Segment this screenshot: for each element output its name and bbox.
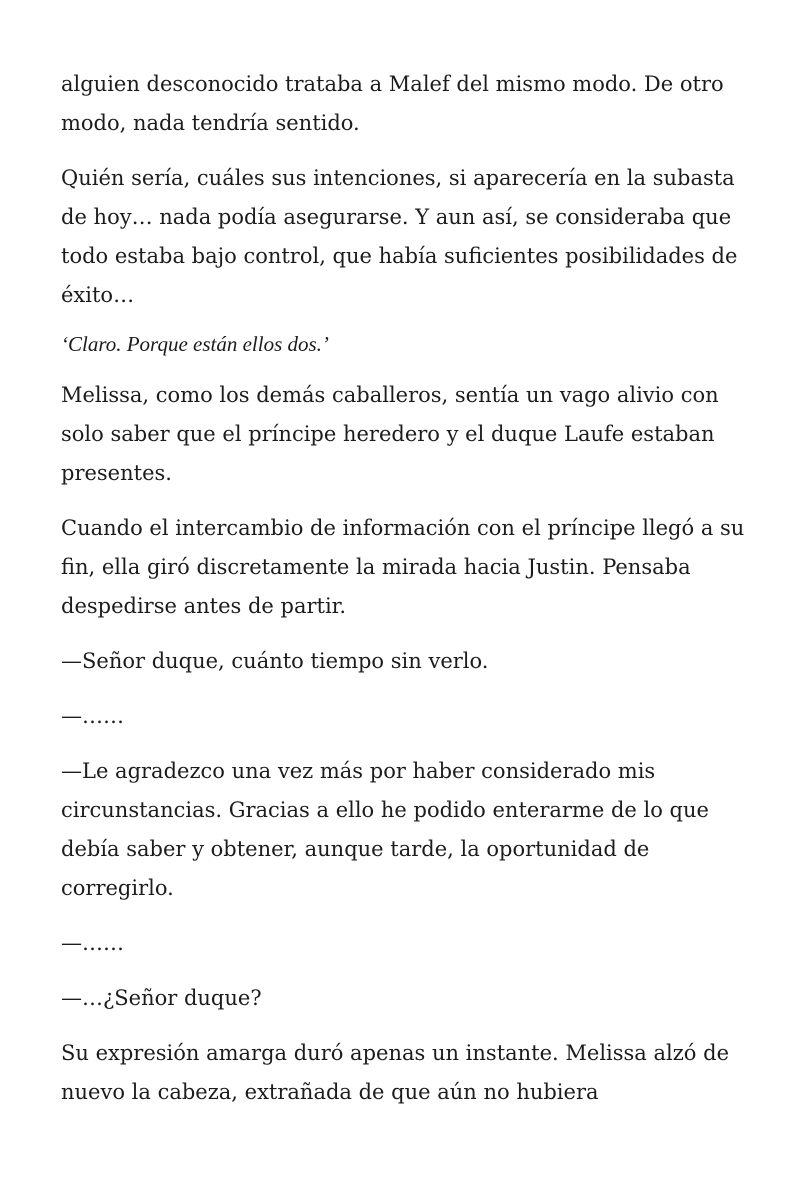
dialogue-line-5: —…¿Señor duque?	[61, 986, 262, 1010]
dialogue-line-2: —……	[61, 704, 124, 728]
dialogue-line-4: —……	[61, 931, 124, 955]
dialogue-line-3: —Le agradezco una vez más por haber considerado mis circunstancias. Gracias a ello he podido enterarme de lo que debía saber y obtener, aunque tarde, la oportunidad de corregirlo.	[61, 759, 709, 900]
dialogue-line-1: —Señor duque, cuánto tiempo sin verlo.	[61, 649, 489, 673]
document-page	[61, 65, 751, 1128]
paragraph-3: Melissa, como los demás caballeros, sentía un vago alivio con solo saber que el príncipe heredero y el duque Laufe estaban presentes.	[61, 383, 719, 485]
paragraph-2: Quién sería, cuáles sus intenciones, si aparecería en la subasta de hoy… nada podía asegurarse. Y aun así, se consideraba que todo estaba bajo control, que había suficientes posibilidades de éxito…	[61, 166, 738, 307]
paragraph-5: Su expresión amarga duró apenas un instante. Melissa alzó de nuevo la cabeza, extrañada de que aún no hubiera	[61, 1041, 729, 1104]
paragraph-4: Cuando el intercambio de información con el príncipe llegó a su fin, ella giró discretamente la mirada hacia Justin. Pensaba despedirse antes de partir.	[61, 516, 745, 618]
paragraph-1: alguien desconocido trataba a Malef del mismo modo. De otro modo, nada tendría sentido.	[61, 72, 724, 135]
italic-thought: ‘Claro. Porque están ellos dos.’	[61, 332, 329, 356]
